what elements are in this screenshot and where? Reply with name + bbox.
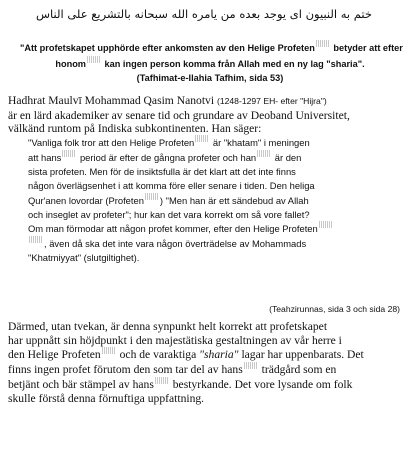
- honorific-seal-icon: [29, 236, 43, 243]
- honorific-seal-icon: [195, 135, 209, 142]
- honorific-seal-icon: [257, 150, 271, 157]
- nanotvi-quote-source: (Teahzirunnas, sida 3 och sida 28): [269, 304, 400, 314]
- honorific-seal-icon: [155, 377, 169, 384]
- opening-quote: [20, 40, 403, 72]
- intro-paragraph: Hadhrat Maulvī Mohammad Qasim Nanotvi (1248-1297 EH- efter "Hijra") är en lärd akademiker av senare tid och grundare av Deoband Universitet, välkänd runtom på Indiska subkontinenten. Han säger:: [8, 94, 350, 136]
- honorific-seal-icon: [145, 193, 159, 200]
- nanotvi-quote: "Vanliga folk tror att den Helige Profeten är "khatam" i meningen att hans period är efter de gångna profeter och han är den sista profeten. Men för de insiktsfulla är det klart att det inte finns någon överlägsenhet i att komma före eller senare i tiden. Den heliga Qur'anen lovordar (Profeten ) "Men han är ett sändebud av Allah och inseglet av profeter"; hur kan det vara korrekt om så vore fallet? Om man förmodar att någon profet kommer, efter den Helige Profeten , även då ska det inte vara någon överträdelse av Mohammads "Khatmiyyat" (slutgiltighet).: [28, 135, 394, 265]
- opening-quote-line-2: honom kan ingen person komma från Allah med en ny lag "sharia".: [20, 56, 400, 72]
- opening-quote-source: (Tafhimat-e-Ilahia Tafhim, sida 53): [136, 73, 284, 83]
- honorific-seal-icon: [62, 150, 76, 157]
- honorific-seal-icon: [319, 221, 333, 228]
- honorific-seal-icon: [316, 40, 330, 47]
- honorific-seal-icon: [244, 362, 258, 369]
- opening-quote-line-1: "Att profetskapet upphörde efter ankomsten av den Helige Profeten betyder att efter: [20, 40, 400, 56]
- honorific-seal-icon: [87, 56, 101, 63]
- conclusion-paragraph: Därmed, utan tvekan, är denna synpunkt helt korrekt att profetskapet har uppnått sin höjdpunkt i den majestätiska gestaltningen av vår herre i den Helige Profeten och de varaktiga "sharia" lagar har uppenbarats. Det finns ingen profet förutom den som tar del av hans trädgård som en betjänt och bär stämpel av hans bestyrkande. Det vore lysande om folk skulle förstå denna förnuftiga uppfattning.: [8, 320, 364, 405]
- honorific-seal-icon: [102, 347, 116, 354]
- arabic-verse: ختم به النبيون اى يوجد بعده من يامره الله سبحانه بالتشريع على الناس: [35, 7, 373, 21]
